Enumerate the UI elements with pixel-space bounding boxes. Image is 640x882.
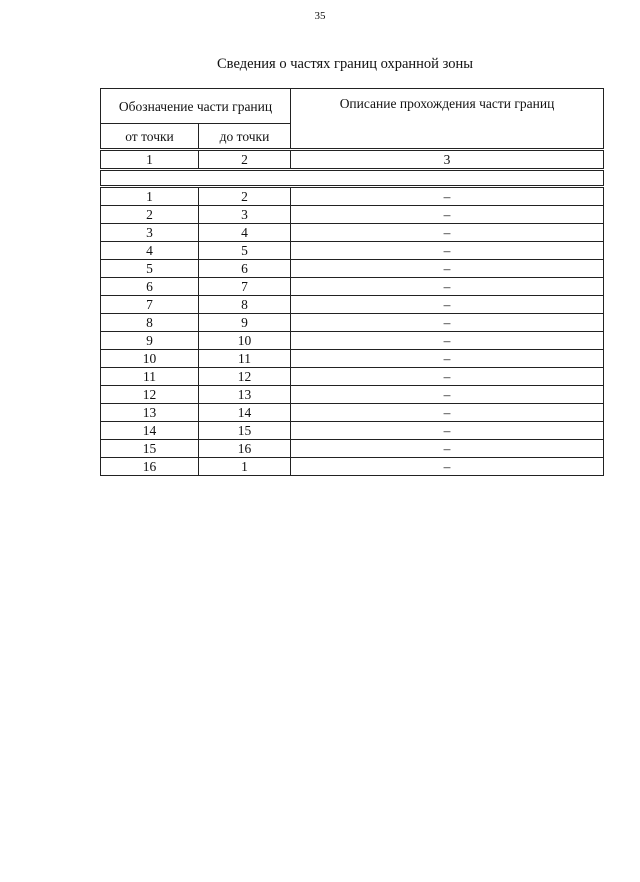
cell-desc: – <box>291 224 604 242</box>
table-row <box>101 386 604 404</box>
header-boundary-designation: Обозначение части границ <box>101 89 291 124</box>
cell-desc: – <box>291 278 604 296</box>
cell-desc: – <box>291 187 604 206</box>
cell-desc: – <box>291 296 604 314</box>
cell-to: 10 <box>199 332 291 350</box>
table-row <box>101 242 604 260</box>
document-title: Сведения о частях границ охранной зоны <box>217 56 473 72</box>
cell-from: 14 <box>101 422 199 440</box>
cell-to: 16 <box>199 440 291 458</box>
header-boundary-description: Описание прохождения части границ <box>291 89 604 150</box>
table-row <box>101 422 604 440</box>
table-row <box>101 368 604 386</box>
table-row <box>101 206 604 224</box>
column-number-row <box>101 150 604 170</box>
cell-from: 8 <box>101 314 199 332</box>
cell-to: 3 <box>199 206 291 224</box>
cell-desc: – <box>291 422 604 440</box>
cell-to: 7 <box>199 278 291 296</box>
cell-from: 6 <box>101 278 199 296</box>
table-body <box>101 150 604 476</box>
boundary-parts-table <box>100 88 604 476</box>
table-row <box>101 332 604 350</box>
cell-desc: – <box>291 458 604 476</box>
cell-desc: – <box>291 386 604 404</box>
spacer-row <box>101 170 604 187</box>
cell-desc: – <box>291 314 604 332</box>
cell-desc: – <box>291 206 604 224</box>
column-number: 1 <box>101 150 199 170</box>
cell-from: 4 <box>101 242 199 260</box>
page-number: 35 <box>314 10 326 22</box>
cell-from: 16 <box>101 458 199 476</box>
cell-from: 5 <box>101 260 199 278</box>
cell-from: 7 <box>101 296 199 314</box>
cell-to: 11 <box>199 350 291 368</box>
column-number: 3 <box>291 150 604 170</box>
cell-from: 1 <box>101 187 199 206</box>
table-row <box>101 404 604 422</box>
cell-to: 5 <box>199 242 291 260</box>
table-row <box>101 350 604 368</box>
cell-from: 10 <box>101 350 199 368</box>
cell-desc: – <box>291 332 604 350</box>
table-row <box>101 296 604 314</box>
cell-to: 8 <box>199 296 291 314</box>
cell-from: 12 <box>101 386 199 404</box>
cell-desc: – <box>291 368 604 386</box>
cell-from: 13 <box>101 404 199 422</box>
cell-to: 12 <box>199 368 291 386</box>
table-row <box>101 440 604 458</box>
cell-to: 15 <box>199 422 291 440</box>
table-row <box>101 314 604 332</box>
cell-from: 9 <box>101 332 199 350</box>
cell-to: 9 <box>199 314 291 332</box>
cell-from: 2 <box>101 206 199 224</box>
cell-to: 4 <box>199 224 291 242</box>
table-row <box>101 224 604 242</box>
cell-desc: – <box>291 260 604 278</box>
cell-desc: – <box>291 350 604 368</box>
cell-desc: – <box>291 404 604 422</box>
table-row <box>101 187 604 206</box>
table-row <box>101 278 604 296</box>
header-to-point: до точки <box>199 124 291 150</box>
spacer-cell <box>101 170 604 187</box>
column-number: 2 <box>199 150 291 170</box>
cell-from: 11 <box>101 368 199 386</box>
header-from-point: от точки <box>101 124 199 150</box>
cell-to: 6 <box>199 260 291 278</box>
cell-from: 3 <box>101 224 199 242</box>
cell-desc: – <box>291 440 604 458</box>
cell-to: 14 <box>199 404 291 422</box>
table-row <box>101 260 604 278</box>
cell-desc: – <box>291 242 604 260</box>
table-row <box>101 458 604 476</box>
cell-to: 2 <box>199 187 291 206</box>
cell-to: 1 <box>199 458 291 476</box>
cell-from: 15 <box>101 440 199 458</box>
cell-to: 13 <box>199 386 291 404</box>
